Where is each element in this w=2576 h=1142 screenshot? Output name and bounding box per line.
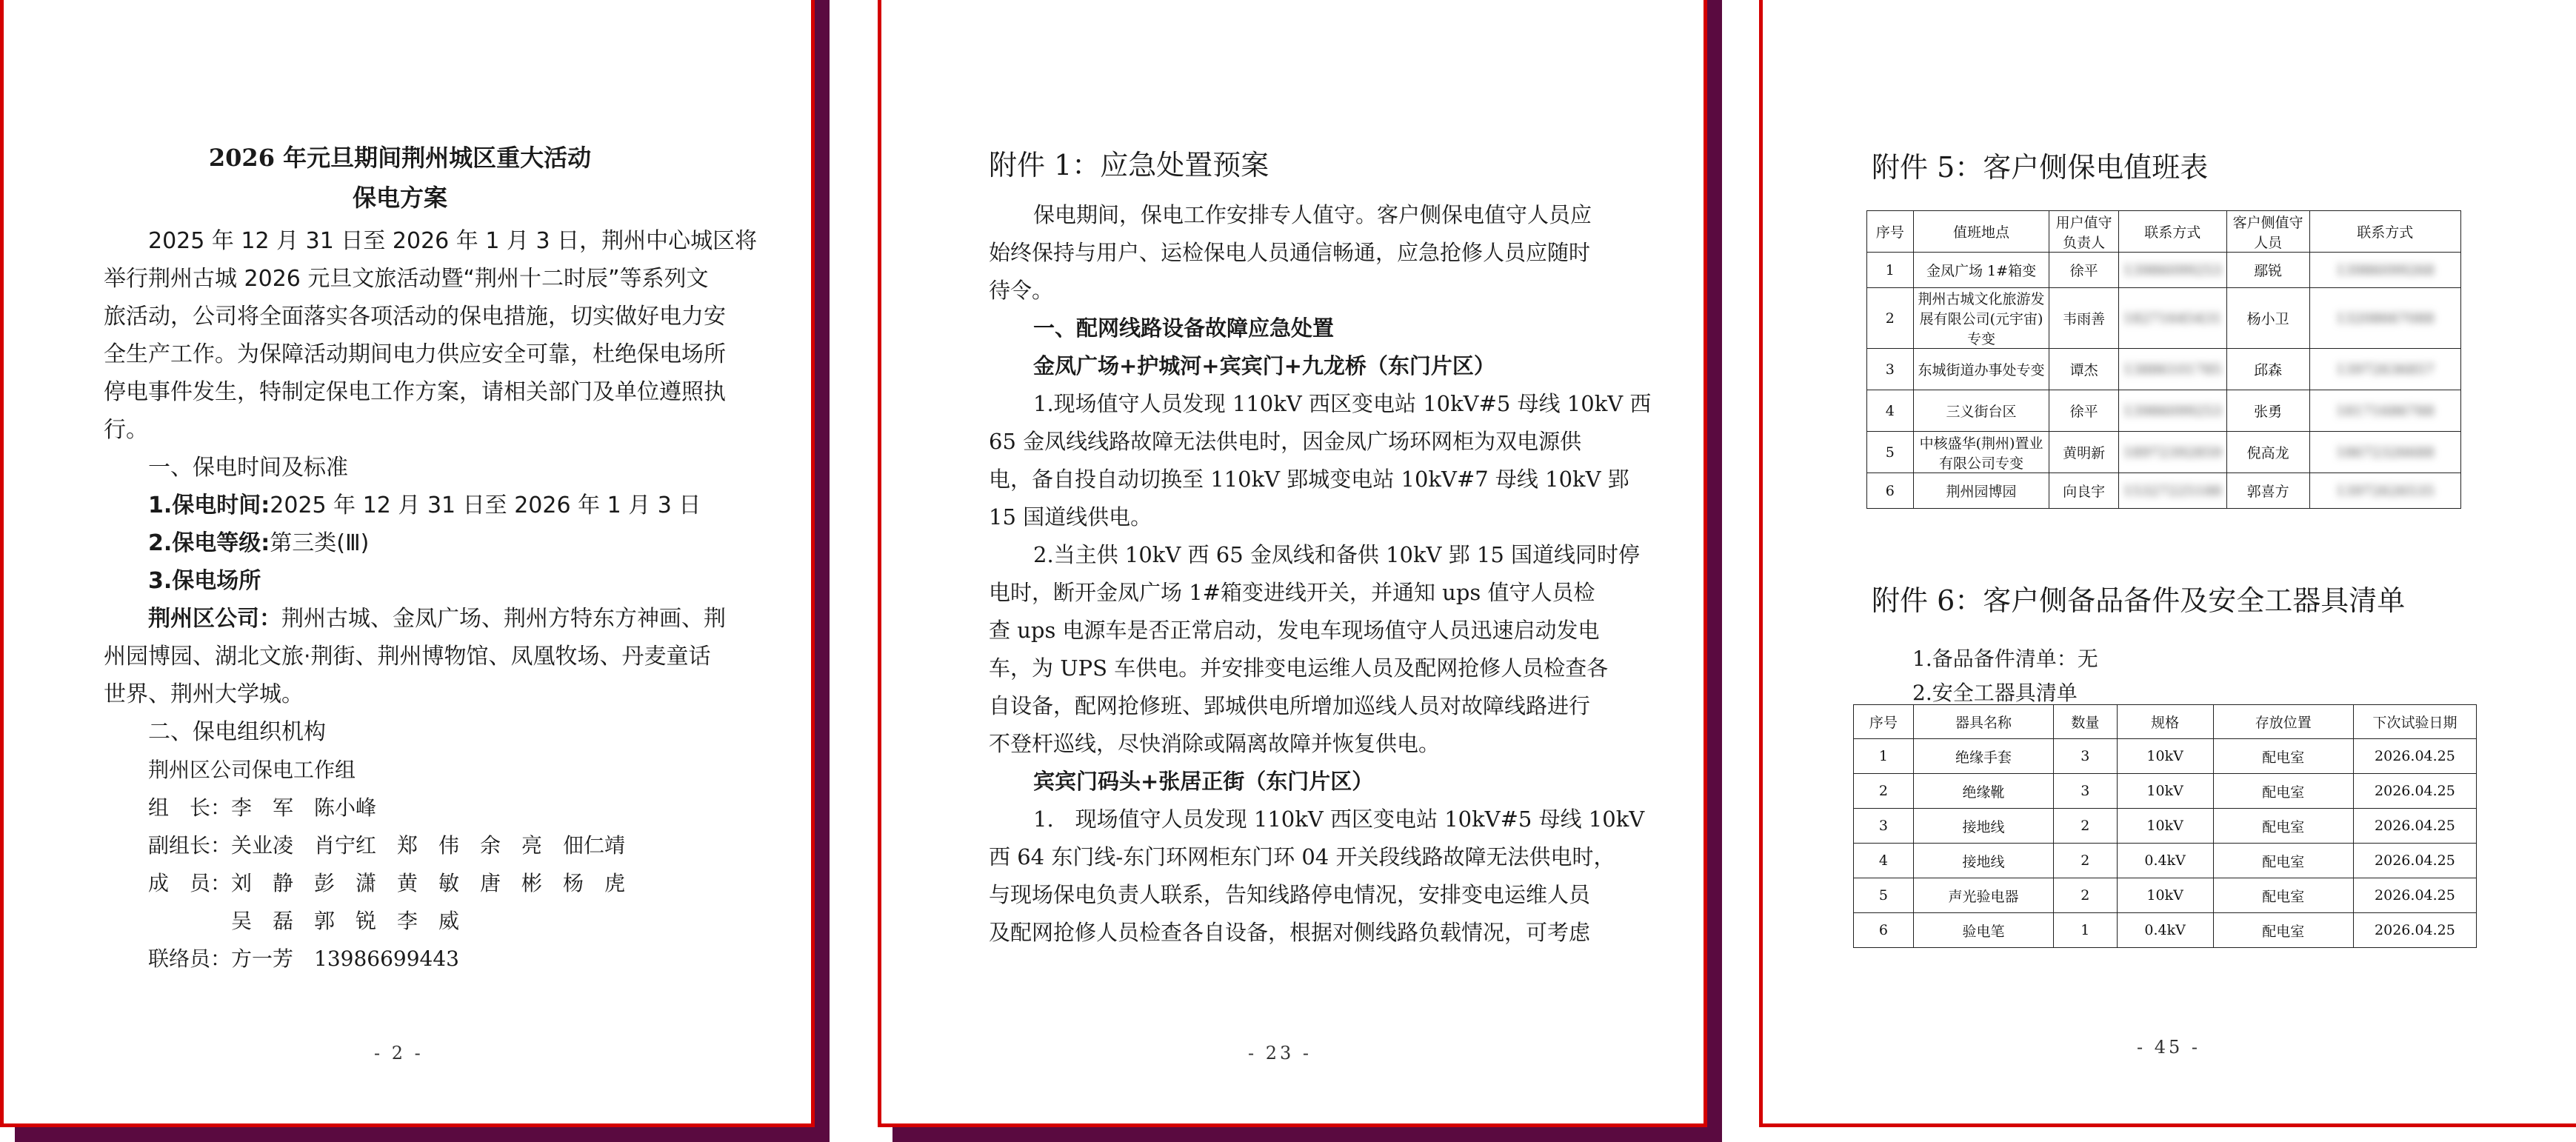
safety-tools-item: 2.安全工器具清单 <box>1912 681 2078 705</box>
cell: 2026.04.25 <box>2353 739 2476 774</box>
subsection-heading: 金凤广场+护城河+宾宾门+九龙桥（东门片区） <box>1033 353 1495 378</box>
cell: 2 <box>1854 774 1914 809</box>
document-title-line1: 2026 年元旦期间荆州城区重大活动 <box>208 144 592 172</box>
cell: 5 <box>1854 878 1914 913</box>
body-line: 1.现场值守人员发现 110kV 西区变电站 10kV#5 母线 10kV 西 <box>1033 391 1652 416</box>
cell: 东城街道办事处专变 <box>1913 349 2049 390</box>
cell-blurred: 13208667088 <box>2309 288 2460 349</box>
group-title: 荆州区公司保电工作组 <box>148 758 356 782</box>
cell: 中核盛华(荆州)置业有限公司专变 <box>1913 432 2049 473</box>
column-header: 值班地点 <box>1913 211 2049 253</box>
cell: 韦雨善 <box>2049 288 2118 349</box>
cell: 2026.04.25 <box>2353 913 2476 948</box>
deputy-line: 副组长：关业凌 肖宁红 郑 伟 余 亮 佃仁靖 <box>148 833 626 858</box>
column-header: 联系方式 <box>2309 211 2460 253</box>
section-heading: 一、配网线路设备故障应急处置 <box>1033 315 1335 341</box>
cell-blurred: 13986099268 <box>2309 253 2460 288</box>
cell: 2 <box>2054 878 2118 913</box>
cell: 谭杰 <box>2049 349 2118 390</box>
cell: 2 <box>1867 288 1914 349</box>
time-row <box>148 487 701 524</box>
cell: 6 <box>1854 913 1914 948</box>
cell: 鄢锐 <box>2226 253 2309 288</box>
cell: 杨小卫 <box>2226 288 2309 349</box>
intro-line: 举行荆州古城 2026 元旦文旅活动暨“荆州十二时辰”等系列文 <box>104 266 709 292</box>
cell-blurred: 13972626535 <box>2309 473 2460 509</box>
cell: 3 <box>1854 809 1914 844</box>
attachment-heading: 附件 1：应急处置预案 <box>989 149 1269 181</box>
cell-blurred: 18271645431 <box>2118 288 2226 349</box>
column-header: 联系方式 <box>2118 211 2226 253</box>
cell: 10kV <box>2117 739 2213 774</box>
column-header: 用户值守负责人 <box>2049 211 2118 253</box>
table-row <box>1867 432 2461 473</box>
cell: 0.4kV <box>2117 913 2213 948</box>
cell: 绝缘手套 <box>1913 739 2053 774</box>
cell: 邱森 <box>2226 349 2309 390</box>
cell: 1 <box>1867 253 1914 288</box>
cell: 2 <box>2054 809 2118 844</box>
cell-blurred: 13986099253 <box>2118 253 2226 288</box>
page-sheet <box>0 0 815 1127</box>
place-text: 荆州古城、金凤广场、荆州方特东方神画、荆 <box>281 606 726 632</box>
body-line: 2.当主供 10kV 西 65 金凤线和备供 10kV 郢 15 国道线同时停 <box>1033 542 1641 567</box>
body-line: 15 国道线供电。 <box>989 504 1152 530</box>
column-header: 序号 <box>1867 211 1914 253</box>
place-line: 世界、荆州大学城。 <box>104 681 304 707</box>
attachment5-heading: 附件 5：客户侧保电值班表 <box>1872 151 2209 184</box>
cell: 配电室 <box>2213 774 2353 809</box>
level-value: 第三类(Ⅲ) <box>270 530 370 556</box>
table-row <box>1854 739 2477 774</box>
attachment6-heading: 附件 6：客户侧备品备件及安全工器具清单 <box>1872 584 2406 617</box>
level-row <box>148 524 369 562</box>
cell: 1 <box>2054 913 2118 948</box>
body-line: 不登杆巡线，尽快消除或隔离故障并恢复供电。 <box>989 731 1441 756</box>
safety-tools-table <box>1853 704 2477 948</box>
body-line: 电，备自投自动切换至 110kV 郢城变电站 10kV#7 母线 10kV 郢 <box>989 467 1629 492</box>
table-row <box>1854 913 2477 948</box>
section-heading: 一、保电时间及标准 <box>148 455 348 481</box>
body-line: 查 ups 电源车是否正常启动，发电车现场值守人员迅速启动发电 <box>989 618 1600 643</box>
cell-blurred: 13972636857 <box>2309 349 2460 390</box>
body-line: 车，为 UPS 车供电。并安排变电运维人员及配网抢修人员检查各 <box>989 655 1609 681</box>
cell: 接地线 <box>1913 844 2053 878</box>
body-line: 65 金凤线线路故障无法供电时，因金凤广场环网柜为双电源供 <box>989 429 1582 454</box>
duty-roster-table <box>1866 210 2461 509</box>
table-row <box>1854 878 2477 913</box>
column-header: 客户侧值守人员 <box>2226 211 2309 253</box>
cell: 配电室 <box>2213 809 2353 844</box>
cell: 2026.04.25 <box>2353 878 2476 913</box>
cell: 绝缘靴 <box>1913 774 2053 809</box>
cell: 2026.04.25 <box>2353 809 2476 844</box>
time-value: 2025 年 12 月 31 日至 2026 年 1 月 3 日 <box>270 492 701 518</box>
intro-line: 2025 年 12 月 31 日至 2026 年 1 月 3 日，荆州中心城区将 <box>148 228 758 254</box>
cell: 倪高龙 <box>2226 432 2309 473</box>
cell: 3 <box>2054 774 2118 809</box>
cell-blurred: 13986099253 <box>2118 390 2226 432</box>
page-sheet <box>878 0 1707 1127</box>
cell: 向良宇 <box>2049 473 2118 509</box>
subsection-heading: 宾宾门码头+张居正街（东门片区） <box>1033 769 1374 794</box>
table-row <box>1854 774 2477 809</box>
page-number: - 23 - <box>1248 1043 1312 1063</box>
table-row <box>1867 253 2461 288</box>
cell: 1 <box>1854 739 1914 774</box>
table-row <box>1867 473 2461 509</box>
place-heading: 3.保电场所 <box>148 568 261 594</box>
cell: 10kV <box>2117 809 2213 844</box>
cell-blurred: 18972392859 <box>2118 432 2226 473</box>
body-line: 始终保持与用户、运检保电人员通信畅通，应急抢修人员应随时 <box>989 240 1591 265</box>
table-row <box>1854 844 2477 878</box>
cell: 声光验电器 <box>1913 878 2053 913</box>
cell-blurred: 13886101785 <box>2118 349 2226 390</box>
page-number: - 45 - <box>2137 1037 2201 1058</box>
district-label: 荆州区公司： <box>148 606 281 632</box>
cell: 徐平 <box>2049 253 2118 288</box>
cell: 4 <box>1867 390 1914 432</box>
page-number: - 2 - <box>374 1043 424 1063</box>
cell: 三义街台区 <box>1913 390 2049 432</box>
column-header: 下次试验日期 <box>2353 705 2476 739</box>
table-row <box>1867 390 2461 432</box>
cell: 配电室 <box>2213 739 2353 774</box>
time-label: 1.保电时间: <box>148 492 270 518</box>
cell: 4 <box>1854 844 1914 878</box>
cell: 3 <box>1867 349 1914 390</box>
leader-line: 组 长：李 军 陈小峰 <box>148 795 377 820</box>
page-sheet <box>1759 0 2576 1127</box>
spare-parts-item: 1.备品备件清单：无 <box>1912 647 2098 671</box>
body-line: 及配网抢修人员检查各自设备，根据对侧线路负载情况，可考虑 <box>989 920 1591 945</box>
column-header: 序号 <box>1854 705 1914 739</box>
table-header-row <box>1867 211 2461 253</box>
body-line: 保电期间，保电工作安排专人值守。客户侧保电值守人员应 <box>1033 202 1592 227</box>
intro-line: 停电事件发生，特制定保电工作方案，请相关部门及单位遵照执 <box>104 379 726 405</box>
body-line: 与现场保电负责人联系，告知线路停电情况，安排变电运维人员 <box>989 882 1591 907</box>
column-header: 器具名称 <box>1913 705 2053 739</box>
cell: 2 <box>2054 844 2118 878</box>
cell: 验电笔 <box>1913 913 2053 948</box>
cell: 配电室 <box>2213 844 2353 878</box>
intro-line: 旅活动，公司将全面落实各项活动的保电措施，切实做好电力安 <box>104 304 726 330</box>
cell: 金凤广场 1#箱变 <box>1913 253 2049 288</box>
cell: 张勇 <box>2226 390 2309 432</box>
column-header: 规格 <box>2117 705 2213 739</box>
members-line: 吴 磊 郭 锐 李 威 <box>231 909 460 933</box>
cell: 荆州古城文化旅游发展有限公司(元宇宙)专变 <box>1913 288 2049 349</box>
column-header: 存放位置 <box>2213 705 2353 739</box>
cell: 配电室 <box>2213 878 2353 913</box>
cell: 3 <box>2054 739 2118 774</box>
cell-blurred: 18171686788 <box>2309 390 2460 432</box>
column-header: 数量 <box>2054 705 2118 739</box>
cell: 10kV <box>2117 878 2213 913</box>
intro-line: 行。 <box>104 417 148 443</box>
cell: 6 <box>1867 473 1914 509</box>
members-line: 成 员：刘 静 彭 潇 黄 敏 唐 彬 杨 虎 <box>148 871 626 895</box>
place-line: 州园博园、湖北文旅·荆街、荆州博物馆、凤凰牧场、丹麦童话 <box>104 644 711 669</box>
cell: 郭喜方 <box>2226 473 2309 509</box>
section-heading: 二、保电组织机构 <box>148 719 326 745</box>
body-line: 待令。 <box>989 278 1054 303</box>
intro-line: 全生产工作。为保障活动期间电力供应安全可靠，杜绝保电场所 <box>104 341 726 367</box>
body-line: 西 64 东门线-东门环网柜东门环 04 开关段线路故障无法供电时， <box>989 844 1615 869</box>
cell: 荆州园博园 <box>1913 473 2049 509</box>
body-line: 1. 现场值守人员发现 110kV 西区变电站 10kV#5 母线 10kV <box>1033 807 1645 832</box>
table-row <box>1867 288 2461 349</box>
body-line: 电时，断开金凤广场 1#箱变进线开关，并通知 ups 值守人员检 <box>989 580 1595 605</box>
cell: 5 <box>1867 432 1914 473</box>
contact-line: 联络员：方一芳 13986699443 <box>148 946 459 971</box>
body-line: 自设备，配网抢修班、郢城供电所增加巡线人员对故障线路进行 <box>989 693 1591 718</box>
cell: 配电室 <box>2213 913 2353 948</box>
document-title-line2: 保电方案 <box>352 184 447 212</box>
level-label: 2.保电等级: <box>148 530 270 556</box>
table-row <box>1867 349 2461 390</box>
cell: 2026.04.25 <box>2353 844 2476 878</box>
cell: 黄明新 <box>2049 432 2118 473</box>
place-row <box>148 600 726 638</box>
cell-blurred: 15327225188 <box>2118 473 2226 509</box>
cell: 10kV <box>2117 774 2213 809</box>
cell: 接地线 <box>1913 809 2053 844</box>
table-header-row <box>1854 705 2477 739</box>
cell: 徐平 <box>2049 390 2118 432</box>
cell: 0.4kV <box>2117 844 2213 878</box>
cell-blurred: 18672326688 <box>2309 432 2460 473</box>
cell: 2026.04.25 <box>2353 774 2476 809</box>
table-row <box>1854 809 2477 844</box>
